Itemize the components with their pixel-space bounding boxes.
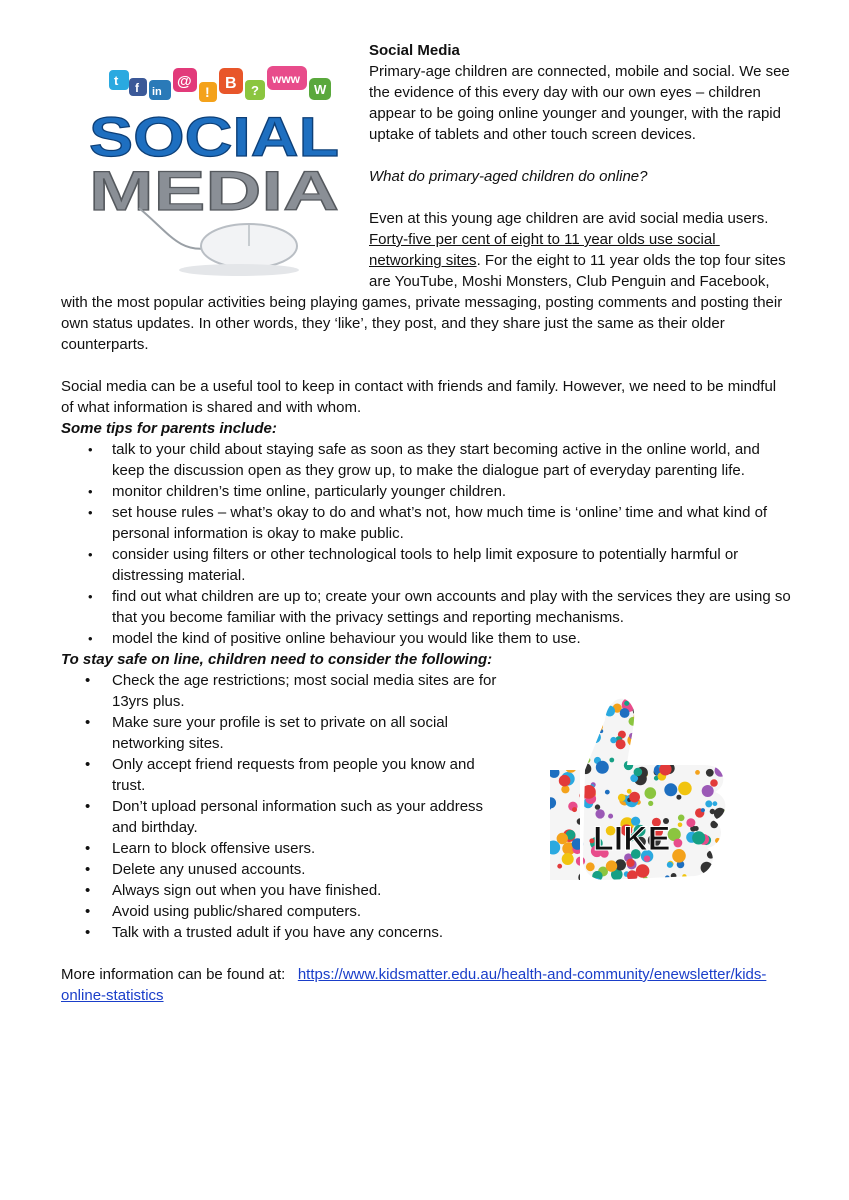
usage-text-end: . For the eight to 11 year olds the top four sites are YouTube, Moshi Monsters, Club Penguin and Facebook, with the most popular activities being playing games, private messaging, posting comments and posting their own status updates. In other words, they ‘like’, they post, and they share just the same as their older counterparts. (61, 252, 790, 353)
collage-dot (704, 694, 708, 698)
collage-dot (701, 808, 705, 812)
collage-dot (643, 742, 650, 749)
collage-dot (556, 720, 561, 725)
list-item-text: Check the age restrictions; most social media sites are for 13yrs plus. (112, 672, 497, 710)
svg-text:f: f (135, 81, 139, 95)
collage-dot (659, 763, 671, 775)
page-title: Social Media (369, 42, 460, 59)
collage-dot (661, 716, 665, 720)
collage-dot (668, 717, 678, 727)
list-item-text: Avoid using public/shared computers. (112, 903, 362, 920)
collage-dot (545, 737, 550, 742)
collage-dot (715, 856, 726, 867)
usage-text-start: Even at this young age children are avid social media users. (369, 210, 773, 227)
bullet-icon: • (85, 924, 91, 941)
collage-dot (586, 735, 594, 743)
collage-dot (599, 888, 603, 892)
collage-dot (576, 857, 585, 866)
bullet-icon: • (88, 442, 93, 457)
collage-dot (660, 708, 665, 713)
list-item-text: Make sure your profile is set to private on all social networking sites. (112, 714, 448, 752)
collage-dot (636, 736, 649, 749)
collage-dot (578, 880, 584, 886)
collage-dot (664, 783, 677, 796)
list-item (61, 502, 791, 544)
collage-dot (559, 775, 571, 787)
bullet-icon: • (85, 756, 91, 773)
collage-dot (564, 720, 576, 732)
collage-dot (719, 744, 732, 757)
list-item (61, 670, 512, 712)
list-item-text: Learn to block offensive users. (112, 840, 316, 857)
collage-dot (667, 690, 671, 694)
collage-dot (686, 818, 695, 827)
collage-dot (694, 826, 699, 831)
collage-dot (598, 712, 603, 717)
list-item (61, 922, 512, 943)
collage-dot (691, 691, 700, 700)
collage-dot (697, 881, 709, 893)
bullet-icon: • (88, 589, 93, 604)
collage-dot (722, 843, 735, 856)
list-item-text: Only accept friend requests from people you know and trust. (112, 756, 475, 794)
list-item (61, 901, 512, 922)
collage-dot (713, 801, 718, 806)
collage-dot (678, 815, 685, 822)
bullet-icon: • (88, 484, 93, 499)
collage-dot (634, 710, 647, 723)
collage-dot (629, 717, 638, 726)
collage-dot (616, 739, 626, 749)
collage-dot (554, 758, 560, 764)
list-item (61, 544, 791, 586)
bullet-icon: • (88, 547, 93, 562)
bullet-icon: • (88, 505, 93, 520)
collage-dot (606, 693, 611, 698)
collage-dot (564, 753, 569, 758)
list-item-text: model the kind of positive online behaviour you would like them to use. (112, 630, 581, 647)
svg-text:B: B (225, 75, 237, 92)
like-word: LIKE (593, 820, 671, 858)
collage-dot (577, 818, 583, 824)
collage-dot (678, 823, 683, 828)
list-item (61, 880, 512, 901)
more-info-paragraph (61, 964, 791, 1006)
collage-dot (669, 690, 675, 694)
collage-dot (692, 831, 705, 844)
collage-dot (705, 800, 712, 807)
collage-dot (729, 690, 734, 694)
collage-dot (629, 733, 635, 739)
collage-dot (642, 732, 647, 737)
contact-paragraph: Social media can be a useful tool to keep in contact with friends and family. However, we need to be mindful of what information is shared and with whom. (61, 378, 781, 416)
collage-dot (545, 754, 555, 764)
collage-dot (695, 770, 700, 775)
collage-dot (710, 779, 718, 787)
collage-dot (724, 707, 733, 716)
collage-dot (646, 743, 658, 755)
svg-text:W: W (314, 82, 327, 97)
collage-dot (557, 833, 568, 844)
collage-dot (722, 690, 729, 694)
social-word: SOCIAL (89, 105, 339, 168)
svg-text:@: @ (177, 73, 192, 90)
list-item (61, 838, 512, 859)
svg-text:www: www (272, 72, 301, 86)
collage-dot (578, 873, 588, 883)
collage-dot (674, 839, 683, 848)
list-item (61, 796, 512, 838)
collage-dot (715, 848, 720, 853)
statistic-link[interactable]: Forty-five per cent of eight to 11 year olds use social networking sites (369, 231, 720, 269)
collage-dot (724, 808, 731, 815)
collage-dot (572, 838, 584, 850)
like-image (545, 690, 735, 910)
collage-dot (545, 783, 549, 792)
collage-dot (557, 864, 562, 869)
collage-dot (605, 790, 610, 795)
collage-dot (710, 713, 715, 718)
collage-dot (681, 752, 685, 756)
bullet-icon: • (85, 903, 91, 920)
collage-dot (593, 878, 601, 886)
collage-dot (620, 708, 630, 718)
collage-dot (572, 807, 577, 812)
collage-dot (659, 713, 672, 726)
collage-dot (624, 761, 633, 770)
list-item-text: talk to your child about staying safe as soon as they start becoming active in the online world, and keep the discussion open as they grow up, to make the dialogue part of everyday parenting life. (112, 441, 760, 479)
collage-dot (699, 722, 706, 729)
list-item (61, 859, 512, 880)
collage-dot (626, 859, 634, 867)
collage-dot (707, 851, 715, 859)
collage-dot (662, 728, 676, 742)
collage-dot (725, 758, 735, 769)
collage-dot (566, 736, 577, 747)
collage-dot (604, 706, 615, 717)
collage-dot (629, 792, 640, 803)
social-media-image (79, 58, 359, 283)
collage-dot (715, 838, 720, 843)
bullet-icon: • (85, 672, 91, 689)
list-item (61, 586, 791, 628)
list-item-text: set house rules – what’s okay to do and what’s not, how much time is ‘online’ time and what kind of personal information is okay to make public. (112, 504, 768, 542)
collage-dot (701, 877, 709, 885)
collage-dot (562, 853, 574, 865)
collage-dot (720, 750, 731, 761)
collage-dot (649, 723, 660, 734)
collage-dot (618, 794, 626, 802)
list-item-text: monitor children’s time online, particularly younger children. (112, 483, 507, 500)
collage-dot (694, 732, 707, 745)
collage-dot (608, 814, 613, 819)
collage-dot (692, 715, 698, 721)
list-item (61, 439, 791, 481)
bullet-icon: • (85, 840, 91, 857)
collage-dot (667, 690, 676, 695)
media-word: MEDIA (89, 159, 339, 222)
collage-dot (711, 756, 717, 762)
collage-dot (627, 870, 638, 881)
svg-text:in: in (152, 86, 162, 98)
collage-dot (643, 883, 653, 893)
collage-dot (710, 876, 718, 884)
collage-dot (708, 694, 719, 705)
collage-dot (701, 862, 713, 874)
bullet-icon: • (85, 882, 91, 899)
svg-text:t: t (114, 73, 119, 88)
collage-dot (711, 723, 724, 736)
bullet-icon: • (85, 798, 91, 815)
collage-dot (545, 715, 555, 726)
list-item-text: Talk with a trusted adult if you have any concerns. (112, 924, 444, 941)
list-item-text: find out what children are up to; create your own accounts and play with the services they are using so that you become familiar with the privacy settings and reporting mechanisms. (112, 588, 791, 626)
collage-dot (610, 737, 616, 743)
collage-dot (714, 808, 726, 820)
collage-dot (575, 695, 580, 700)
collage-dot (636, 697, 643, 704)
collage-dot (581, 763, 592, 774)
collage-dot (595, 809, 604, 818)
collage-dot (582, 785, 596, 799)
collage-dot (725, 791, 729, 795)
collage-dot (595, 804, 600, 809)
collage-dot (653, 713, 664, 724)
collage-dot (608, 690, 615, 697)
bullet-icon: • (85, 714, 91, 731)
collage-dot (645, 787, 657, 799)
collage-dot (584, 757, 590, 763)
collage-dot (565, 690, 576, 698)
icon-collage (545, 690, 735, 910)
collage-dot (606, 860, 617, 871)
list-item (61, 712, 512, 754)
collage-dot (667, 743, 679, 755)
collage-dot (624, 701, 629, 706)
collage-dot (634, 768, 643, 777)
collage-dot (549, 767, 560, 778)
collage-dot (702, 785, 714, 797)
collage-dot (566, 744, 576, 754)
collage-dot (592, 694, 604, 706)
collage-dot (727, 769, 735, 783)
collage-dot (558, 716, 563, 721)
collage-dot (633, 736, 641, 744)
collage-dot (591, 720, 603, 732)
collage-dot (678, 782, 692, 796)
collage-dot (570, 720, 577, 727)
list-item (61, 754, 512, 796)
collage-dot (584, 875, 592, 883)
collage-dot (660, 703, 668, 711)
collage-dot (609, 758, 614, 763)
thumbs-up-icon (545, 690, 735, 910)
collage-dot (551, 737, 560, 746)
collage-dot (545, 747, 554, 757)
collage-dot (659, 737, 667, 745)
intro-paragraph: Primary-age children are connected, mobile and social. We see the evidence of this every day with our own eyes – children appear to be going online younger and younger, with the rapid uptake of tablets and other touch screen devices. (369, 63, 794, 143)
collage-dot (676, 795, 681, 800)
collage-dot (594, 879, 598, 883)
collage-dot (727, 883, 734, 890)
collage-dot (722, 751, 730, 759)
collage-dot (636, 864, 650, 878)
collage-dot (682, 874, 686, 878)
collage-dot (586, 862, 595, 871)
collage-dot (588, 877, 594, 883)
collage-dot (592, 871, 602, 881)
collage-dot (629, 879, 642, 892)
bullet-icon: • (88, 631, 93, 646)
collage-dot (723, 839, 728, 844)
collage-dot (665, 701, 674, 710)
list-item (61, 628, 791, 649)
collage-dot (667, 862, 673, 868)
collage-dot (565, 761, 577, 773)
svg-text:?: ? (251, 83, 259, 98)
collage-dot (551, 760, 560, 769)
collage-dot (676, 690, 681, 695)
collage-dot (564, 748, 572, 756)
more-info-link[interactable]: https://www.kidsmatter.edu.au/health-and-community/enewsletter/kids-online-statistics (61, 966, 767, 1004)
social-media-logo-icon (79, 58, 359, 283)
collage-dot (646, 720, 658, 732)
collage-dot (728, 723, 733, 728)
safety-heading: To stay safe on line, children need to consider the following: (61, 651, 493, 668)
collage-dot (620, 690, 630, 697)
collage-dot (672, 849, 686, 863)
collage-dot (567, 731, 576, 740)
collage-dot (546, 755, 551, 760)
question-heading: What do primary-aged children do online? (369, 168, 648, 185)
tips-heading: Some tips for parents include: (61, 420, 277, 437)
collage-dot (710, 809, 715, 814)
collage-dot (634, 690, 640, 695)
collage-dot (626, 877, 639, 890)
collage-dot (724, 701, 735, 713)
tips-list (61, 439, 791, 649)
collage-dot (671, 873, 677, 879)
collage-dot (556, 732, 562, 738)
collage-dot (557, 709, 563, 715)
collage-dot (648, 801, 653, 806)
collage-dot (557, 727, 569, 739)
collage-dot (710, 821, 718, 829)
collage-dot (545, 881, 551, 891)
collage-dot (715, 765, 727, 777)
collage-dot (578, 749, 582, 753)
collage-dot (546, 841, 560, 855)
collage-dot (573, 883, 581, 891)
collage-dot (689, 741, 700, 752)
collage-dot (665, 715, 676, 726)
more-info-label: More information can be found at: (61, 966, 298, 983)
collage-dot (729, 780, 733, 784)
collage-dot (678, 706, 690, 718)
collage-dot (727, 745, 732, 750)
collage-dot (646, 753, 652, 759)
collage-dot (726, 866, 732, 872)
bullet-icon: • (85, 861, 91, 878)
collage-dot (647, 691, 654, 698)
list-item-text: consider using filters or other technological tools to help limit exposure to potentially harmful or distressing material. (112, 546, 739, 584)
collage-dot (725, 809, 734, 818)
collage-dot (682, 719, 687, 724)
list-item-text: Always sign out when you have finished. (112, 882, 382, 899)
collage-dot (572, 693, 585, 706)
list-item-text: Don’t upload personal information such as your address and birthday. (112, 798, 484, 836)
list-item (61, 481, 791, 502)
svg-text:!: ! (205, 84, 210, 100)
collage-dot (665, 875, 670, 880)
collage-dot (596, 761, 609, 774)
collage-dot (571, 690, 583, 697)
collage-dot (590, 732, 601, 743)
speech-bubbles (109, 66, 331, 102)
collage-dot (633, 707, 642, 716)
collage-dot (706, 769, 714, 777)
collage-dot (659, 732, 671, 744)
collage-dot (551, 757, 558, 764)
collage-dot (545, 753, 553, 764)
list-item-text: Delete any unused accounts. (112, 861, 306, 878)
collage-dot (564, 724, 571, 731)
collage-dot (627, 789, 632, 794)
